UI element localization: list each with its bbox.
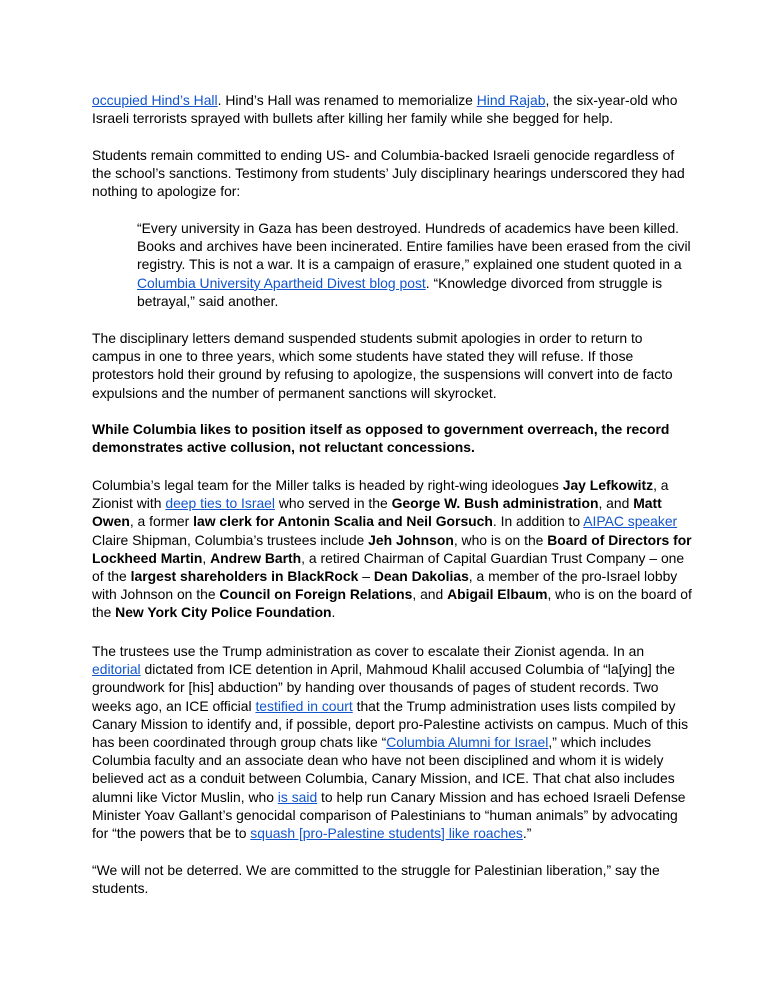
name-andrew-barth: Andrew Barth: [210, 549, 302, 566]
paragraph-disciplinary-letters: The disciplinary letters demand suspended students submit apologies in order to return to campus in one to three years, which some students have stated they will refuse. If those protestors hold their ground by refusing to apologize, the suspensions will convert into de facto expulsions and the number of permanent sanctions will skyrocket.: [92, 330, 673, 401]
name-abigail-elbaum: Abigail Elbaum: [447, 586, 548, 603]
paragraph-text: –: [358, 568, 374, 585]
paragraph-trustees-agenda: [92, 642, 692, 842]
hind-rajab-link[interactable]: Hind Rajab: [476, 92, 546, 108]
paragraph-text: . In addition to: [492, 513, 584, 530]
name-jay-lefkowitz: Jay Lefkowitz: [562, 477, 654, 493]
paragraph-text: , who is on the: [453, 531, 548, 548]
paragraph-students-committed: Students remain committed to ending US- and Columbia-backed Israeli genocide regardless of the school’s sanctions. Testimony from students’ July disciplinary hearings underscored they had nothing to apologize for:: [92, 147, 685, 200]
paragraph-text: that the Trump administration uses lists compiled by Canary Mission to identify and, if possible, deport pro-Palestine activists on campus. Much of this has been coordinated through group chats like “: [92, 697, 689, 751]
occupied-hinds-hall-link[interactable]: occupied Hind’s Hall: [92, 92, 218, 108]
squash-like-roaches-link[interactable]: squash [pro-Palestine students] like roaches: [250, 825, 523, 842]
deep-ties-to-israel-link[interactable]: deep ties to Israel: [165, 495, 275, 512]
paragraph-text: The trustees use the Trump administration as cover to escalate their Zionist agenda. In an: [92, 643, 645, 659]
paragraph-text: , a retired Chairman of Capital Guardian Trust Company – one of the: [92, 549, 685, 585]
paragraph-text: , a member of the pro-Israel lobby with Johnson on the: [92, 568, 678, 603]
columbia-alumni-for-israel-link[interactable]: Columbia Alumni for Israel: [386, 734, 549, 751]
paragraph-text: ,: [202, 549, 211, 566]
name-matt-owen: Matt Owen: [92, 495, 662, 530]
paragraph-text: .”: [522, 825, 532, 842]
paragraph-text: ,” which includes Columbia faculty and an associate dean who have not been disciplined and whom it is widely believed act as a conduit between Columbia, Canary Mission, and ICE. That chat also includes alumni like Victor Muslin, who: [92, 734, 675, 805]
quote-text: . “Knowledge divorced from struggle is betrayal,” said another.: [137, 274, 663, 309]
editorial-link[interactable]: editorial: [92, 661, 141, 678]
paragraph-hinds-hall: [92, 91, 692, 127]
paragraph-text: . Hind’s Hall was renamed to memorialize: [217, 92, 477, 108]
paragraph-text: Claire Shipman, Columbia’s trustees include: [92, 531, 369, 548]
paragraph-text: , a former: [129, 513, 194, 530]
paragraph-text: , and: [598, 495, 634, 512]
paragraph-text: .: [331, 604, 336, 621]
paragraph-text: , and: [412, 586, 448, 603]
paragraph-legal-team: [92, 476, 692, 622]
aipac-speaker-link[interactable]: AIPAC speaker: [583, 513, 678, 530]
quote-text: “Every university in Gaza has been destroyed. Hundreds of academics have been killed. Books and archives have been incinerated. Entire families have been erased from the civil registry. This is not a war. It is a campaign of erasure,” explained one student quoted in a: [137, 220, 691, 273]
name-jeh-johnson: Jeh Johnson: [368, 531, 454, 548]
paragraph-text: , who is on the board of the: [92, 586, 692, 621]
name-dean-dakolias: Dean Dakolias: [373, 568, 469, 585]
paragraph-bold-thesis: While Columbia likes to position itself as opposed to government overreach, the record demonstrates active collusion, not reluctant concessions.: [92, 421, 670, 456]
paragraph-text: dictated from ICE detention in April, Mahmoud Khalil accused Columbia of “la[ying] the groundwork for [his] abduction” by handing over thousands of pages of student records. Two weeks ago, an ICE official: [92, 661, 675, 714]
is-said-link[interactable]: is said: [277, 788, 318, 805]
paragraph-closing-quote: “We will not be deterred. We are committed to the struggle for Palestinian liberation,” say the students.: [92, 862, 660, 897]
council-foreign-relations: Council on Foreign Relations: [219, 586, 413, 603]
paragraph-text: who served in the: [275, 495, 392, 512]
blockquote-student-testimony: [137, 219, 697, 310]
paragraph-text: , the six-year-old who Israeli terrorists sprayed with bullets after killing her family while she begged for help.: [92, 92, 678, 127]
apartheid-divest-blog-link[interactable]: Columbia University Apartheid Divest blog post: [137, 274, 426, 291]
blackrock-shareholder: largest shareholders in BlackRock: [130, 568, 359, 585]
paragraph-text: to help run Canary Mission and has echoed Israeli Defense Minister Yoav Gallant’s genocidal comparison of Palestinians to “human animals” by advocating for “the powers that be to: [92, 788, 686, 842]
paragraph-text: , a Zionist with: [92, 477, 669, 512]
paragraph-text: Columbia’s legal team for the Miller talks is headed by right-wing ideologues: [92, 477, 563, 493]
testified-in-court-link[interactable]: testified in court: [255, 697, 353, 714]
bush-administration: George W. Bush administration: [391, 495, 599, 512]
law-clerk-role: law clerk for Antonin Scalia and Neil Gorsuch: [193, 513, 493, 530]
lockheed-board-role: Board of Directors for Lockheed Martin: [92, 531, 692, 566]
nyc-police-foundation: New York City Police Foundation: [115, 604, 332, 621]
